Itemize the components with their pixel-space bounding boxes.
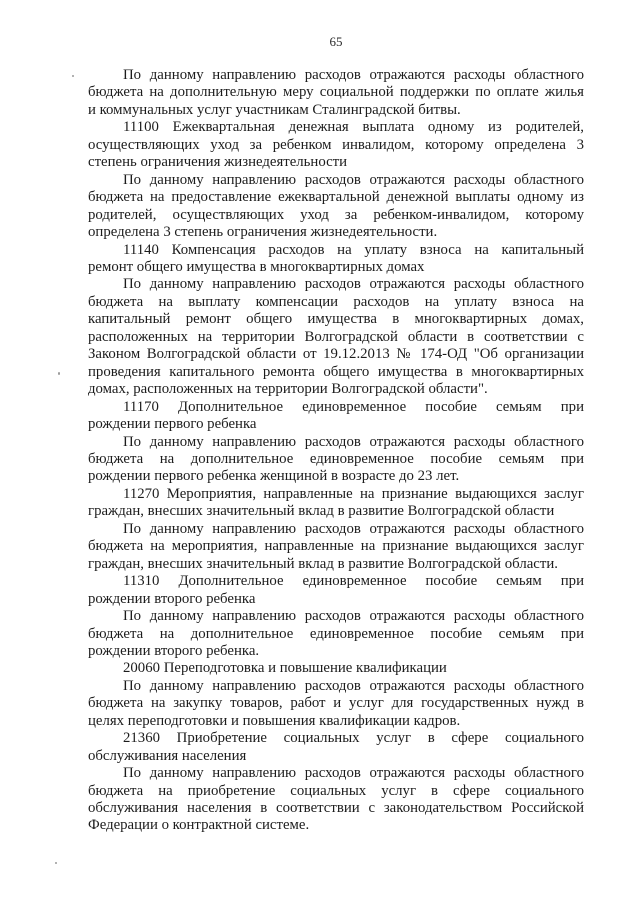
text-line: По данному направлению расходов отражаются расходы областного [123,276,584,293]
budget-item-description [88,765,584,835]
text-line: 11140 Компенсация расходов на уплату взноса на капитальный [123,241,584,258]
budget-item-description [88,172,584,242]
text-line: проведения капитального ремонта общего имущества в многоквартирных [88,363,584,380]
text-line: обслуживания населения [88,747,247,764]
text-line: бюджета на приобретение социальных услуг в сфере социального [88,782,584,799]
scan-speck [55,862,57,864]
text-line: По данному направлению расходов отражаются расходы областного [123,433,584,450]
text-line: По данному направлению расходов отражаются расходы областного [123,67,584,83]
text-line: бюджета на предоставление ежеквартальной денежной выплаты одному из [88,189,584,206]
text-line: капитальный ремонт общего имущества в многоквартирных домах, [88,311,584,328]
text-line: По данному направлению расходов отражаются расходы областного [123,677,584,694]
text-line: По данному направлению расходов отражаются расходы областного [123,520,584,537]
budget-item-description [88,678,584,730]
text-line: бюджета на мероприятия, направленные на признание выдающихся заслуг [88,538,584,555]
text-line: родителей, осуществляющих уход за ребенком-инвалидом, которому [88,206,584,223]
text-line: 11310 Дополнительное единовременное пособие семьям при [123,573,584,590]
budget-item-description [88,276,584,398]
text-line: определена 3 степень ограничения жизнедеятельности. [88,224,438,241]
text-line: 11100 Ежеквартальная денежная выплата одному из родителей, [123,119,584,136]
text-line: бюджета на дополнительное единовременное пособие семьям при [88,450,584,467]
budget-item-heading [88,730,584,765]
text-line: бюджета на дополнительное единовременное пособие семьям при [88,625,584,642]
text-line: расположенных на территории Волгоградской области в соответствии с [88,328,584,345]
text-line: Федерации о контрактной системе. [88,817,310,834]
text-line: бюджета на закупку товаров, работ и услуг для государственных нужд в [88,695,584,712]
budget-item-heading [88,486,584,521]
text-line: рождении первого ребенка женщиной в возрасте до 23 лет. [88,468,460,485]
text-line: домах, расположенных на территории Волгоградской области". [88,381,488,398]
text-line: 11270 Мероприятия, направленные на признание выдающихся заслуг [123,485,584,502]
text-line: По данному направлению расходов отражаются расходы областного [123,608,584,625]
text-line: обслуживания населения в соответствии с законодательством Российской [88,800,584,817]
text-line: бюджета на дополнительную меру социальной поддержки по оплате жилья [88,84,584,101]
text-line: рождении второго ребенка [88,590,256,607]
page-number: 65 [329,34,343,49]
text-line: граждан, внесших значительный вклад в развитие Волгоградской области. [88,555,558,572]
budget-item-description [88,608,584,660]
scan-speck [72,75,74,77]
budget-item-heading [88,242,584,277]
text-line: осуществляющих уход за ребенком инвалидом, которому определена 3 [88,136,584,153]
text-line: степень ограничения жизнедеятельности [88,154,348,171]
text-line: По данному направлению расходов отражаются расходы областного [123,171,584,188]
text-line: 21360 Приобретение социальных услуг в сфере социального [123,730,584,747]
budget-item-heading [88,119,584,171]
budget-item-heading [88,660,584,677]
document-body [88,67,584,835]
budget-item-description [88,434,584,486]
budget-item-heading [88,399,584,434]
text-line: 20060 Переподготовка и повышение квалификации [123,660,447,677]
text-line: целях переподготовки и повышения квалификации кадров. [88,712,461,729]
text-line: ремонт общего имущества в многоквартирных домах [88,258,425,275]
text-line: рождении второго ребенка. [88,642,260,659]
budget-item-heading [88,573,584,608]
scan-speck [58,372,60,375]
text-line: По данному направлению расходов отражаются расходы областного [123,765,584,782]
text-line: Законом Волгоградской области от 19.12.2013 № 174-ОД "Об организации [88,346,584,363]
text-line: граждан, внесших значительный вклад в развитие Волгоградской области [88,503,555,520]
text-line: рождении первого ребенка [88,416,257,433]
text-line: и коммунальных услуг участникам Сталинградской битвы. [88,101,461,118]
text-line: 11170 Дополнительное единовременное пособие семьям при [123,398,584,415]
text-line: бюджета на выплату компенсации расходов на уплату взноса на [88,293,584,310]
budget-item-description [88,521,584,573]
continued-description [88,67,584,119]
